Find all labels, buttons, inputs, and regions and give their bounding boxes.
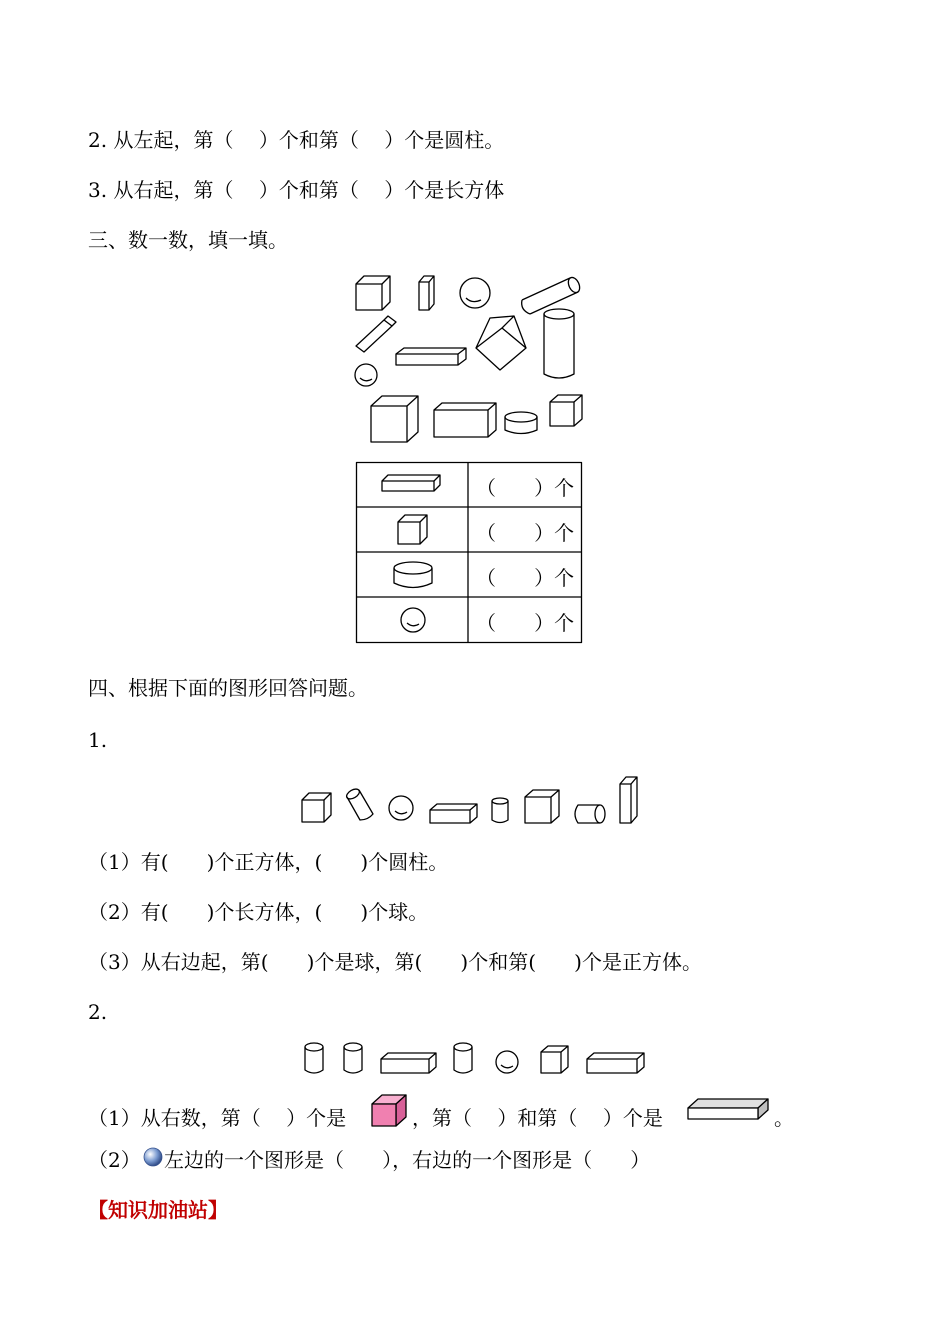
table-answer-cuboid[interactable]: （ ）个: [476, 476, 575, 500]
question-4-2-sub1-part-c: 。: [774, 1106, 794, 1130]
cube-icon: [371, 396, 418, 442]
cube-icon: [476, 316, 526, 370]
cylinder-icon: [505, 412, 537, 434]
pink-cube-icon: [370, 1092, 410, 1132]
cuboid-icon: [430, 804, 477, 823]
cuboid-icon: [434, 403, 496, 437]
table-answer-cube[interactable]: （ ）个: [476, 521, 575, 545]
question-4-1-label: 1.: [88, 728, 108, 752]
cuboid-icon: [620, 777, 637, 823]
section-4-title: 四、根据下面的图形回答问题。: [88, 676, 368, 700]
question-4-1-sub2: （2）有( )个长方体，( )个球。: [88, 900, 429, 924]
cylinder-icon: [575, 805, 605, 823]
cuboid-icon: [356, 316, 396, 352]
cuboid-icon: [396, 348, 466, 365]
cylinder-icon: [344, 1043, 362, 1073]
sphere-icon: [143, 1147, 165, 1169]
question-4-2-sub1-part-b: ，第（ ）和第（ ）个是: [412, 1106, 663, 1130]
cube-icon: [541, 1046, 568, 1073]
cylinder-icon: [522, 276, 582, 314]
table-answer-sphere[interactable]: （ ）个: [476, 611, 575, 635]
knowledge-station-title: 【知识加油站】: [88, 1198, 228, 1222]
cylinder-icon: [345, 787, 373, 820]
sphere-icon: [401, 608, 425, 632]
question-4-2-sub2-part-b: 左边的一个图形是（ ），右边的一个图形是（ ）: [164, 1148, 651, 1172]
cube-icon: [302, 793, 331, 822]
cylinder-icon: [394, 562, 432, 588]
sphere-icon: [460, 278, 490, 308]
question-4-1-sub3: （3）从右边起，第( )个是球，第( )个和第( )个是正方体。: [88, 950, 702, 974]
question-4-2-sub2-part-a: （2）: [88, 1148, 141, 1172]
cylinder-icon: [544, 309, 574, 378]
q2-shape-row: [0, 1040, 950, 1090]
q1-shape-row: [0, 770, 950, 830]
sphere-icon: [389, 796, 413, 820]
section-3-title: 三、数一数，填一填。: [88, 228, 288, 252]
question-4-1-sub1: （1）有( )个正方体，( )个圆柱。: [88, 850, 449, 874]
cube-icon: [550, 395, 582, 426]
cube-icon: [398, 515, 427, 544]
cuboid-icon: [686, 1096, 776, 1126]
sphere-icon: [496, 1051, 518, 1073]
table-answer-cylinder[interactable]: （ ）个: [476, 566, 575, 590]
cylinder-icon: [454, 1043, 472, 1073]
cuboid-icon: [419, 276, 434, 310]
question-3: 3. 从右起，第（ ）个和第（ ）个是长方体: [88, 178, 505, 202]
shape-cluster: [0, 0, 950, 450]
cube-icon: [525, 790, 559, 823]
cuboid-icon: [382, 475, 440, 491]
cuboid-icon: [587, 1053, 644, 1073]
cylinder-icon: [305, 1043, 323, 1073]
cuboid-icon: [381, 1053, 436, 1073]
question-2: 2. 从左起，第（ ）个和第（ ）个是圆柱。: [88, 128, 505, 152]
sphere-icon: [355, 364, 377, 386]
question-4-2-sub1-part-a: （1）从右数，第（ ）个是: [88, 1106, 347, 1130]
question-4-2-label: 2.: [88, 1000, 108, 1024]
cube-icon: [356, 276, 390, 310]
cylinder-icon: [492, 798, 508, 823]
